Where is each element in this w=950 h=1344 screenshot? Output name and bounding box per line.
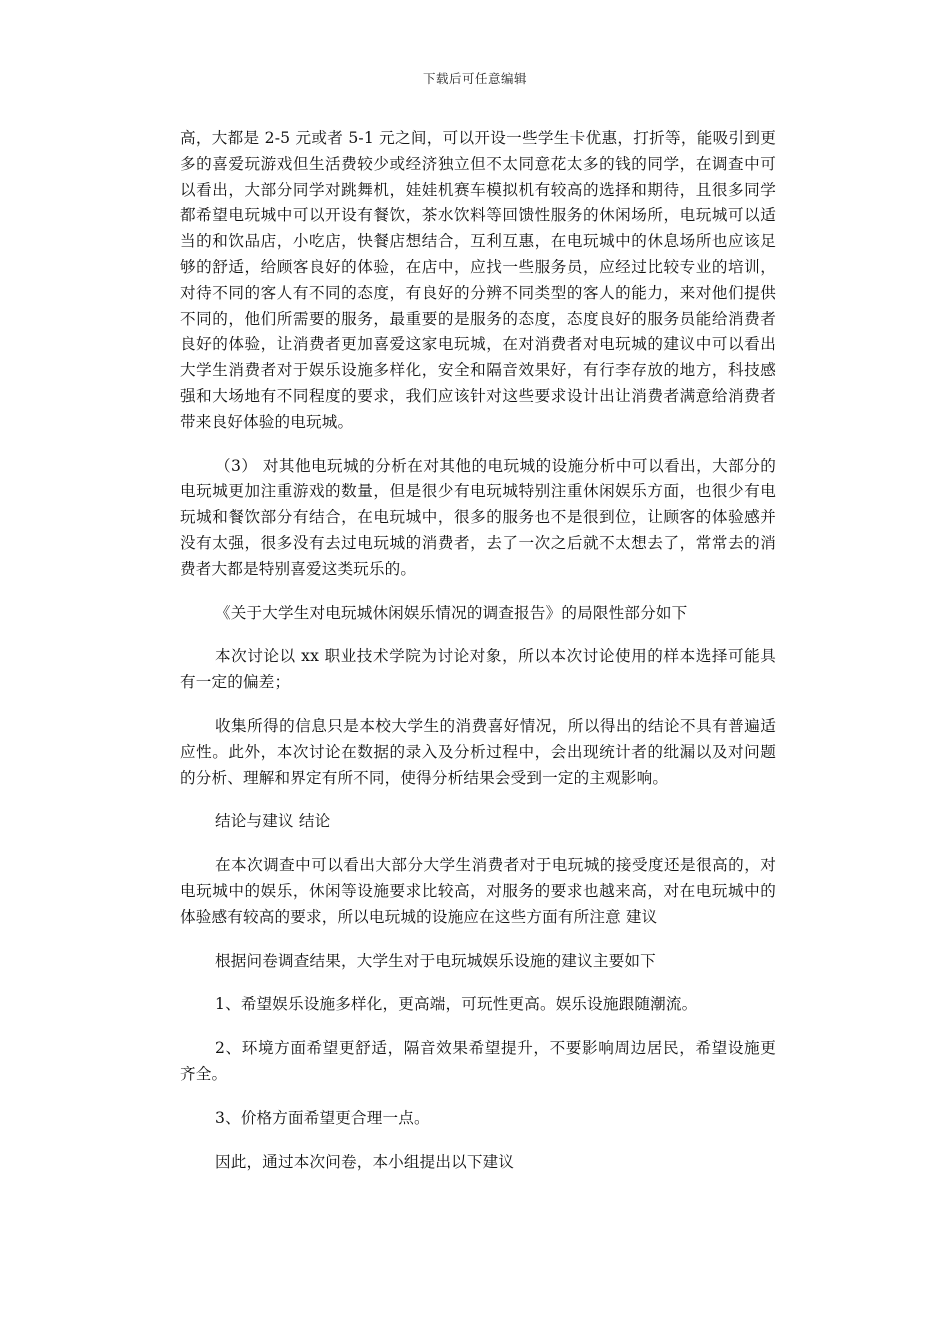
- page-header: 下载后可任意编辑: [422, 71, 527, 86]
- paragraph-limitation-info: 收集所得的信息只是本校大学生的消费喜好情况，所以得出的结论不具有普遍适应性。此外，本次讨论在数据的录入及分析过程中，会出现统计者的纰漏以及对问题的分析、理解和界定有所不同，使得分析结果会受到一定的主观影响。: [180, 716, 776, 787]
- paragraph-suggestions-intro: 根据问卷调查结果，大学生对于电玩城娱乐设施的建议主要如下: [215, 951, 656, 970]
- document-body: [180, 126, 776, 1193]
- list-item-suggestion-1: 1、希望娱乐设施多样化，更高端，可玩性更高。娱乐设施跟随潮流。: [215, 995, 698, 1014]
- paragraph-conclusion-heading: 结论与建议 结论: [215, 812, 331, 831]
- paragraph-continuation: 高，大都是 2-5 元或者 5-1 元之间，可以开设一些学生卡优惠，打折等，能吸引到更多的喜爱玩游戏但生活费较少或经济独立但不太同意花太多的钱的同学，在调查中可以看出，大部分同学对跳舞机，娃娃机赛车模拟机有较高的选择和期待，且很多同学都希望电玩城中可以开设有餐饮，茶水饮料等回馈性服务的休闲场所，电玩城可以适当的和饮品店，小吃店，快餐店想结合，互利互惠，在电玩城中的休息场所也应该足够的舒适，给顾客良好的体验，在店中，应找一些服务员，应经过比较专业的培训，对待不同的客人有不同的态度，有良好的分辨不同类型的客人的能力，来对他们提供不同的，他们所需要的服务，最重要的是服务的态度，态度良好的服务员能给消费者良好的体验，让消费者更加喜爱这家电玩城，在对消费者对电玩城的建议中可以看出大学生消费者对于娱乐设施多样化，安全和隔音效果好，有行李存放的地方，科技感强和大场地有不同程度的要求，我们应该针对这些要求设计出让消费者满意给消费者带来良好体验的电玩城。: [180, 129, 776, 431]
- paragraph-closing: 因此，通过本次问卷，本小组提出以下建议: [215, 1152, 515, 1171]
- paragraph-limitations-heading: 《关于大学生对电玩城休闲娱乐情况的调查报告》的局限性部分如下: [215, 603, 688, 622]
- paragraph-conclusion: 在本次调查中可以看出大部分大学生消费者对于电玩城的接受度还是很高的，对电玩城中的娱乐，休闲等设施要求比较高，对服务的要求也越来高，对在电玩城中的体验感有较高的要求，所以电玩城的设施应在这些方面有所注意 建议: [180, 856, 776, 926]
- list-item-suggestion-2: 2、环境方面希望更舒适，隔音效果希望提升，不要影响周边居民，希望设施更齐全。: [180, 1039, 776, 1083]
- list-item-suggestion-3: 3、价格方面希望更合理一点。: [215, 1108, 430, 1127]
- paragraph-other-arcades-analysis: （3） 对其他电玩城的分析在对其他的电玩城的设施分析中可以看出，大部分的电玩城更加注重游戏的数量，但是很少有电玩城特别注重休闲娱乐方面，也很少有电玩城和餐饮部分有结合，在电玩城中，很多的服务也不是很到位，让顾客的体验感并没有太强，很多没有去过电玩城的消费者，去了一次之后就不太想去了，常常去的消费者大都是特别喜爱这类玩乐的。: [180, 456, 776, 578]
- paragraph-limitation-sample: 本次讨论以 xx 职业技术学院为讨论对象，所以本次讨论使用的样本选择可能具有一定的偏差；: [180, 647, 776, 692]
